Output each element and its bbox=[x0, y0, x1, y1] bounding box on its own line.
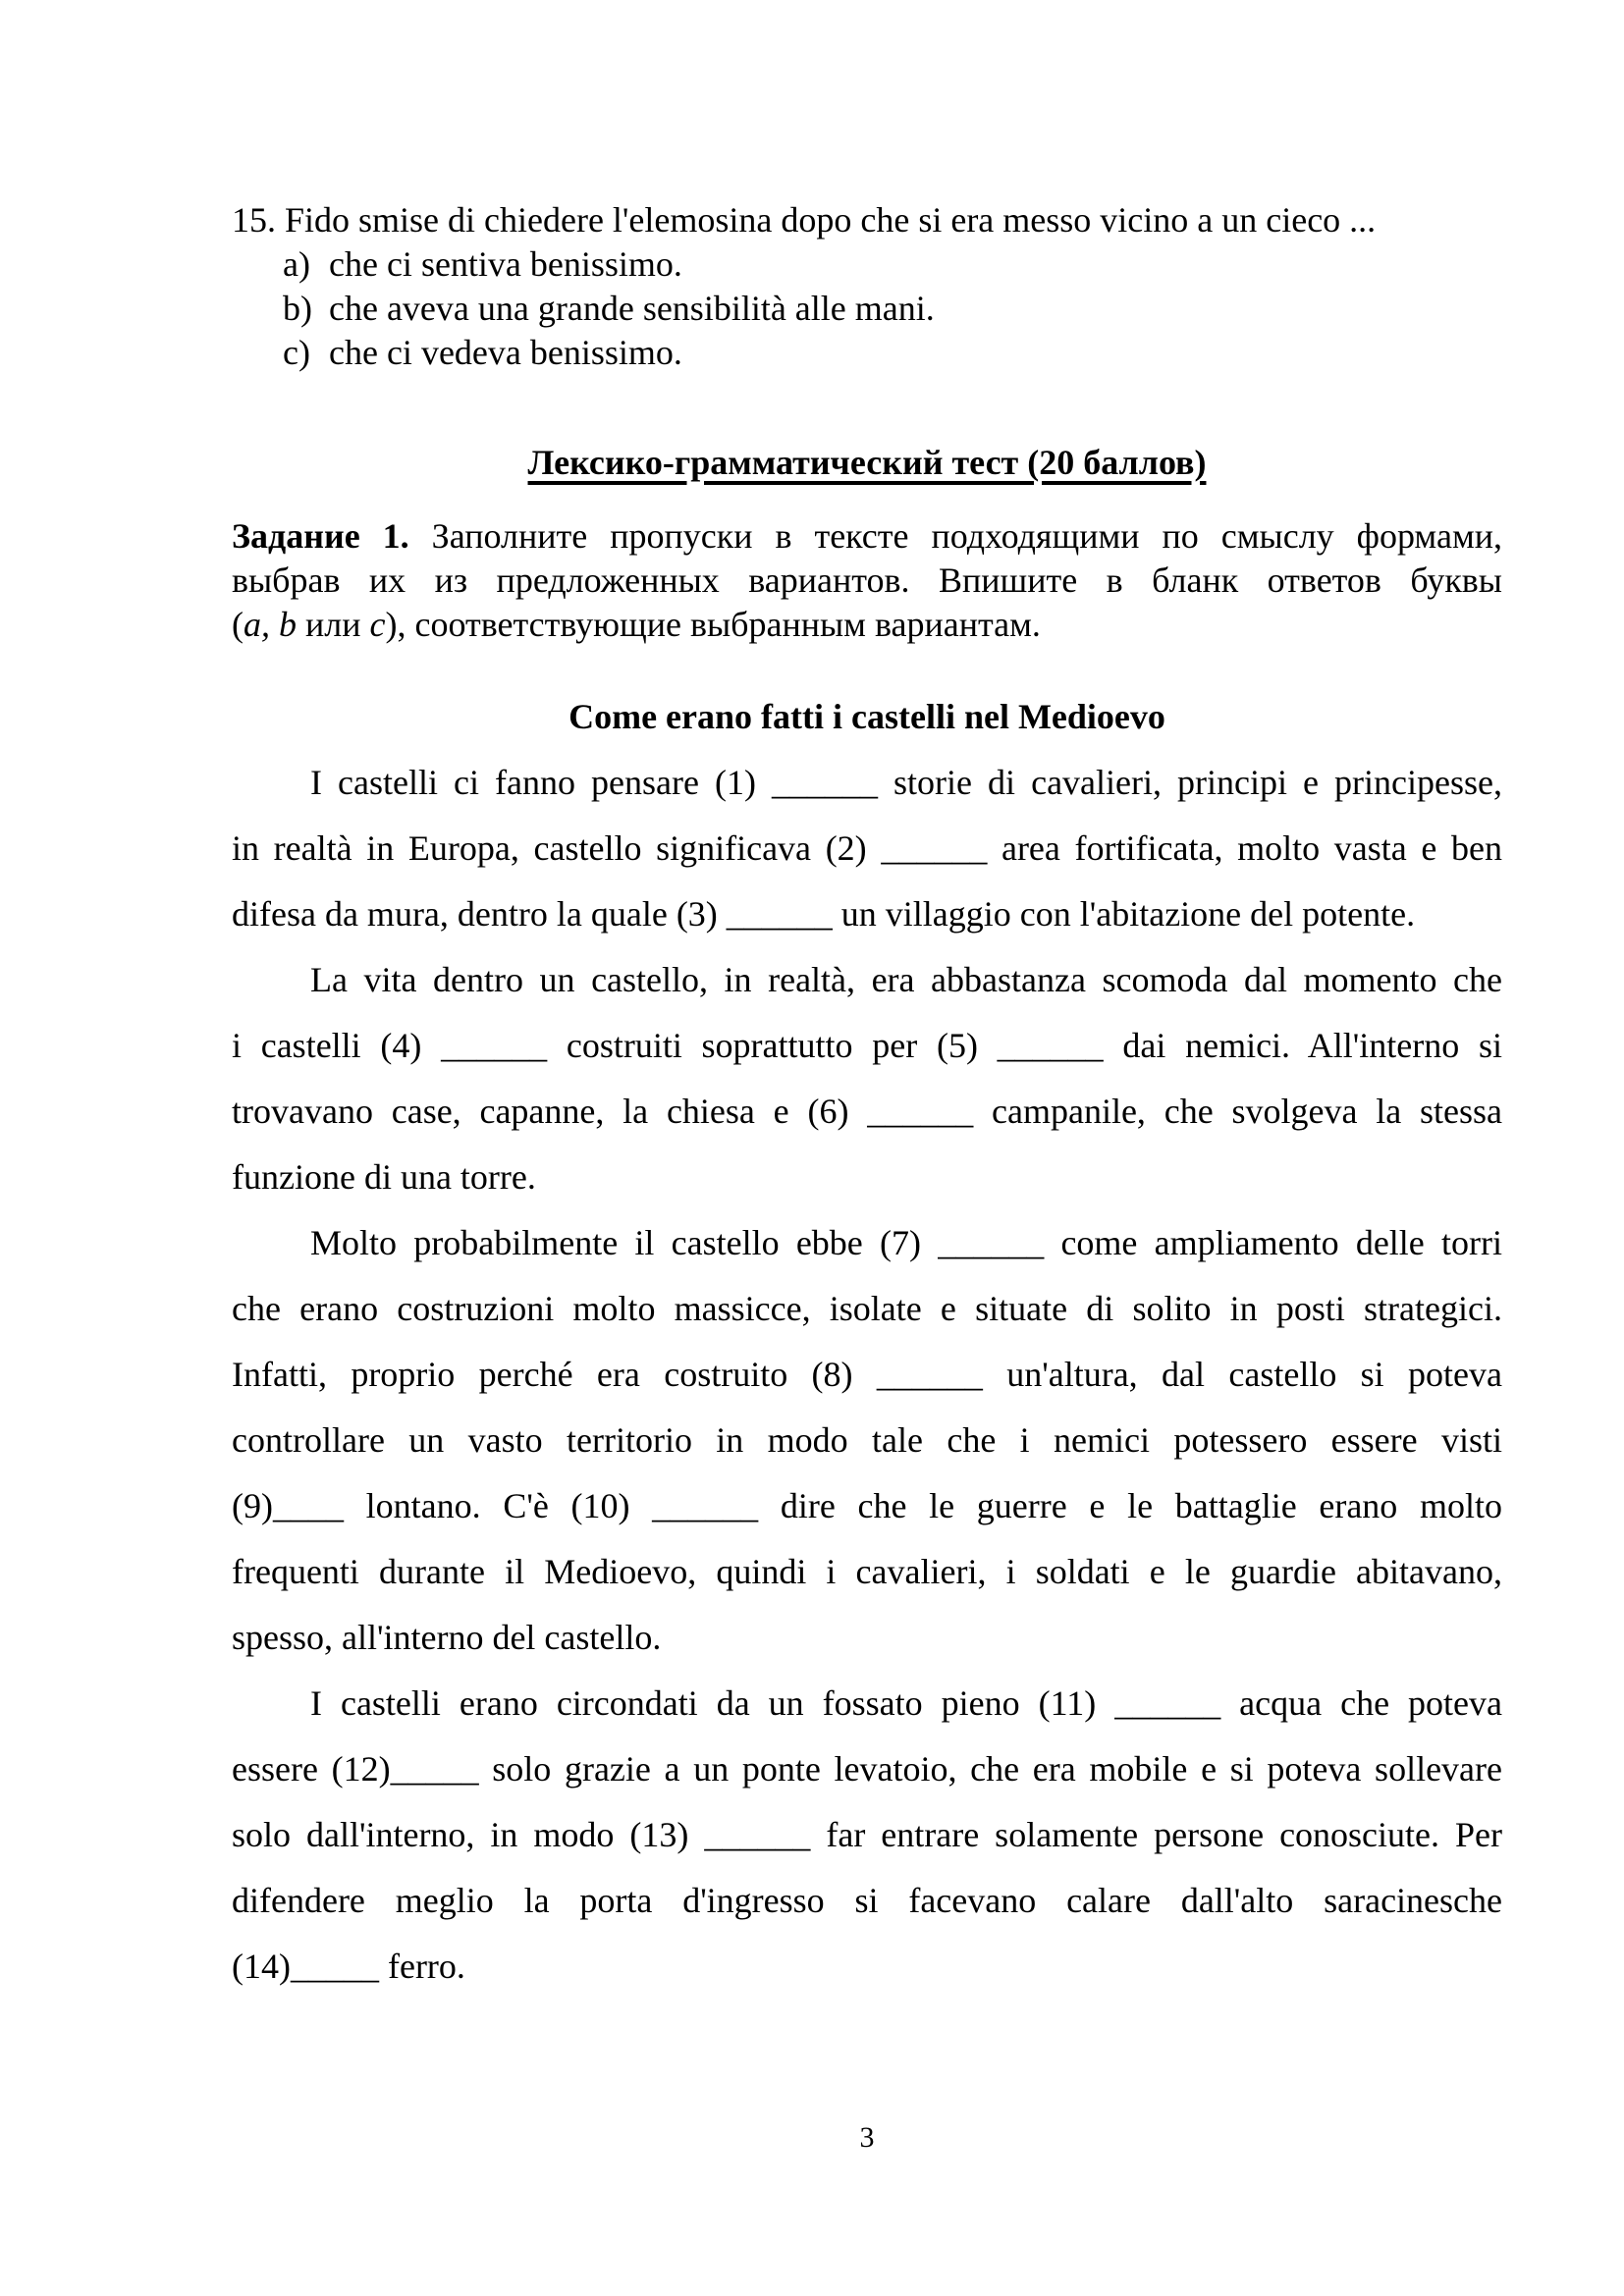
task-line-3-seg5: ), соответствующие выбранным вариантам. bbox=[385, 605, 1041, 644]
reading-line: (14)_____ ferro. bbox=[232, 1947, 465, 1986]
reading-line: Infatti, proprio perché era costruito (8) ______ un'altura, dal castello si poteva bbox=[232, 1355, 1502, 1394]
reading-line: i castelli (4) ______ costruiti soprattutto per (5) ______ dai nemici. All'interno si bbox=[232, 1026, 1502, 1065]
reading-line: solo dall'interno, in modo (13) ______ far entrare solamente persone conosciute. Per bbox=[232, 1815, 1502, 1854]
question-15-option-b bbox=[283, 287, 1502, 331]
reading-line: La vita dentro un castello, in realtà, era abbastanza scomoda dal momento che bbox=[310, 960, 1502, 999]
option-a-text: che ci sentiva benissimo. bbox=[329, 244, 682, 284]
task-line-2: выбрав их из предложенных вариантов. Впишите в бланк ответов буквы bbox=[232, 561, 1502, 600]
reading-line: difesa da mura, dentro la quale (3) ______ un villaggio con l'abitazione del potente. bbox=[232, 894, 1416, 934]
reading-line: (9)____ lontano. C'è (10) ______ dire che le guerre e le battaglie erano molto bbox=[232, 1486, 1502, 1525]
option-b-label: b) bbox=[283, 289, 312, 328]
reading-text bbox=[232, 750, 1502, 2000]
reading-line: in realtà in Europa, castello significava (2) ______ area fortificata, molto vasta e ben bbox=[232, 828, 1502, 868]
reading-line: che erano costruzioni molto massicce, isolate e situate di solito in posti strategici. bbox=[232, 1289, 1502, 1328]
task-line-3-seg4: c bbox=[369, 605, 386, 644]
option-a-label: a) bbox=[283, 244, 310, 284]
reading-title: Come erano fatti i castelli nel Medioevo bbox=[568, 697, 1165, 736]
task-label: Задание 1. bbox=[232, 516, 409, 556]
reading-line: controllare un vasto territorio in modo tale che i nemici potessero essere visti bbox=[232, 1420, 1502, 1460]
task-line-3-seg2: a, b bbox=[244, 605, 297, 644]
section-heading bbox=[232, 441, 1502, 485]
reading-line: I castelli ci fanno pensare (1) ______ storie di cavalieri, principi e principesse, bbox=[310, 763, 1502, 802]
task-line-3-seg1: ( bbox=[232, 605, 244, 644]
reading-line: spesso, all'interno del castello. bbox=[232, 1618, 662, 1657]
question-15-option-a bbox=[283, 242, 1502, 287]
reading-line: difendere meglio la porta d'ingresso si facevano calare dall'alto saracinesche bbox=[232, 1881, 1502, 1920]
option-b-text: che aveva una grande sensibilità alle mani. bbox=[329, 289, 935, 328]
task-1-instructions bbox=[232, 514, 1502, 647]
task-line-3-seg3: или bbox=[297, 605, 370, 644]
question-15-option-c bbox=[283, 331, 1502, 375]
page-number: 3 bbox=[859, 2121, 875, 2154]
reading-line: essere (12)_____ solo grazie a un ponte levatoio, che era mobile e si poteva sollevare bbox=[232, 1749, 1502, 1789]
reading-line: funzione di una torre. bbox=[232, 1157, 536, 1197]
section-heading-text: Лексико-грамматический тест (20 баллов) bbox=[527, 443, 1207, 482]
task-line-3 bbox=[232, 603, 1502, 647]
option-c-label: c) bbox=[283, 333, 310, 372]
question-15 bbox=[232, 198, 1502, 375]
option-c-text: che ci vedeva benissimo. bbox=[329, 333, 682, 372]
reading-line: trovavano case, capanne, la chiesa e (6) ______ campanile, che svolgeva la stessa bbox=[232, 1092, 1502, 1131]
reading-line: Molto probabilmente il castello ebbe (7) ______ come ampliamento delle torri bbox=[310, 1223, 1502, 1262]
question-15-stem: 15. Fido smise di chiedere l'elemosina dopo che si era messo vicino a un cieco ... bbox=[232, 200, 1377, 240]
task-line-1-text: Заполните пропуски в тексте подходящими по смыслу формами, bbox=[408, 516, 1502, 556]
task-line-1 bbox=[232, 514, 1502, 559]
reading-line: I castelli erano circondati da un fossato pieno (11) ______ acqua che poteva bbox=[310, 1683, 1502, 1723]
reading-line: frequenti durante il Medioevo, quindi i cavalieri, i soldati e le guardie abitavano, bbox=[232, 1552, 1502, 1591]
